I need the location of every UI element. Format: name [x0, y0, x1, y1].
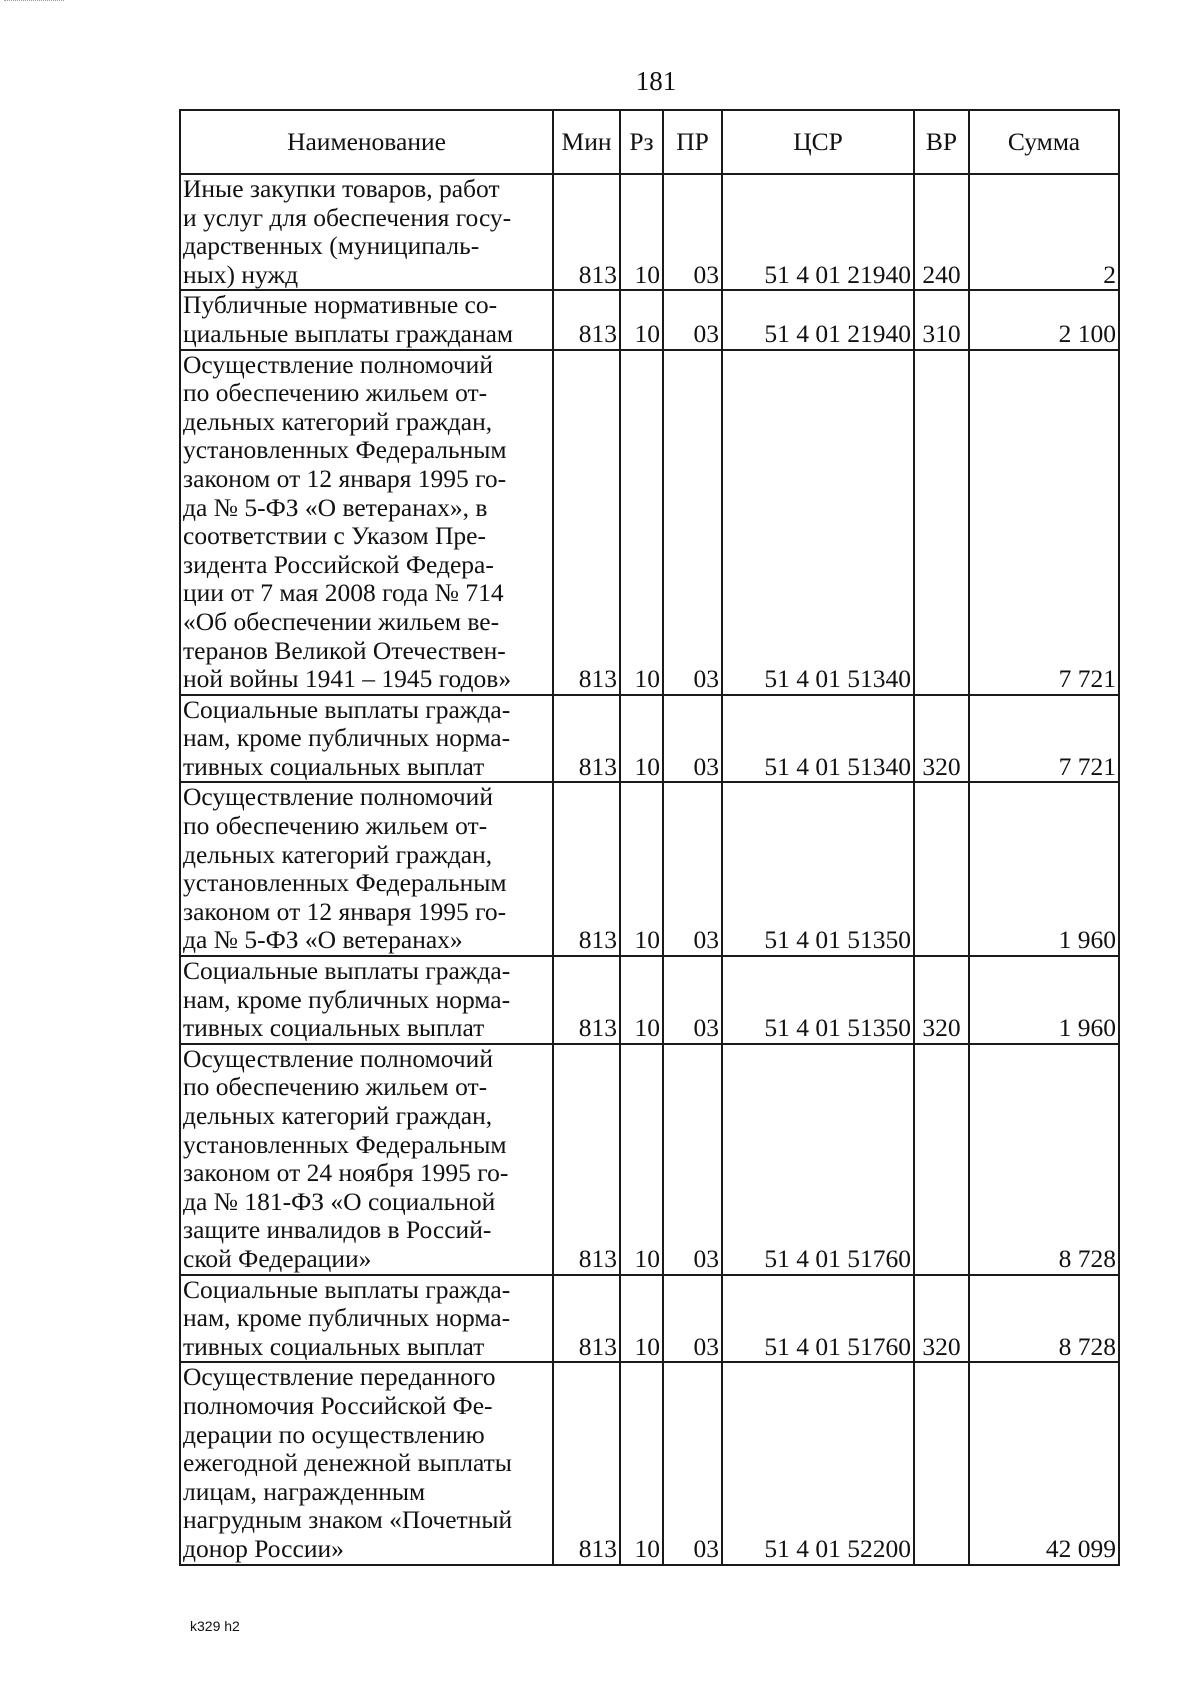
cell-name [180, 174, 553, 290]
cell-pr: 03 [663, 290, 722, 349]
cell-sum: 42 099 [969, 1362, 1119, 1564]
cell-name-line: по обеспечению жильем от- [183, 378, 488, 408]
cell-name [180, 956, 553, 1044]
cell-min: 813 [553, 1275, 620, 1363]
cell-csr: 51 4 01 51350 [722, 956, 914, 1044]
header-csr: ЦСР [722, 110, 914, 174]
page-number: 181 [635, 66, 677, 96]
cell-name-line: соответствии с Указом Пре- [183, 521, 486, 551]
cell-name [180, 350, 553, 695]
cell-rz: 10 [620, 956, 663, 1044]
cell-name-line: Осуществление полномочий [183, 782, 493, 812]
table-row [180, 290, 1119, 349]
cell-name-line: законом от 12 января 1995 го- [183, 463, 507, 493]
cell-pr: 03 [663, 1362, 722, 1564]
cell-name-line: законом от 24 ноября 1995 го- [183, 1158, 509, 1188]
cell-min: 813 [553, 782, 620, 956]
table-row [180, 782, 1119, 956]
cell-name-line: ных) нужд [183, 259, 299, 289]
cell-rz: 10 [620, 1044, 663, 1275]
cell-name-line: дельных категорий граждан, [183, 1101, 493, 1130]
cell-name-line: Осуществление полномочий [183, 1043, 493, 1073]
cell-rz: 10 [620, 1362, 663, 1564]
table-row [180, 350, 1119, 695]
cell-pr: 03 [663, 350, 722, 695]
table-row [180, 1362, 1119, 1564]
cell-name-line: ежегодной денежной выплаты [183, 1448, 512, 1478]
cell-vr: 320 [914, 956, 969, 1044]
cell-rz: 10 [620, 1275, 663, 1363]
cell-name-line: защите инвалидов в Россий- [183, 1215, 492, 1245]
cell-sum: 8 728 [969, 1275, 1119, 1363]
cell-name-line: нам, кроме публичных норма- [183, 984, 511, 1014]
cell-csr: 51 4 01 51760 [722, 1044, 914, 1275]
cell-sum: 8 728 [969, 1044, 1119, 1275]
cell-pr: 03 [663, 174, 722, 290]
cell-sum: 1 960 [969, 782, 1119, 956]
header-sum: Сумма [969, 110, 1119, 174]
cell-name-line: полномочия Российской Фе- [183, 1390, 493, 1420]
cell-rz: 10 [620, 695, 663, 783]
cell-name-line: установленных Федеральным [183, 868, 507, 898]
cell-vr [914, 1044, 969, 1275]
cell-name-line: по обеспечению жильем от- [183, 1072, 488, 1102]
cell-min: 813 [553, 290, 620, 349]
cell-pr: 03 [663, 695, 722, 783]
cell-name-line: тивных социальных выплат [183, 1013, 485, 1043]
cell-name-line: тивных социальных выплат [183, 751, 485, 781]
cell-name-line: донор России» [183, 1533, 344, 1563]
budget-table [179, 109, 1120, 1566]
cell-name-line: нам, кроме публичных норма- [183, 723, 511, 753]
cell-sum: 2 100 [969, 290, 1119, 349]
cell-name [180, 1044, 553, 1275]
cell-name-line: установленных Федеральным [183, 1129, 507, 1159]
cell-name [180, 695, 553, 783]
cell-name-line: лицам, награжденным [183, 1476, 426, 1506]
cell-pr: 03 [663, 1044, 722, 1275]
cell-name-line: законом от 12 января 1995 го- [183, 896, 507, 926]
table-header-row [180, 110, 1119, 174]
cell-name-line: да № 5-ФЗ «О ветеранах» [183, 925, 463, 955]
cell-name-line: Социальные выплаты гражда- [183, 1274, 511, 1304]
cell-min: 813 [553, 174, 620, 290]
cell-rz: 10 [620, 350, 663, 695]
table-row [180, 695, 1119, 783]
header-name: Наименование [180, 110, 553, 174]
cell-name-line: ции от 7 мая 2008 года № 714 [183, 578, 504, 608]
cell-name-line: Социальные выплаты гражда- [183, 956, 511, 986]
cell-name-line: по обеспечению жильем от- [183, 811, 488, 841]
cell-name [180, 290, 553, 349]
cell-vr: 310 [914, 290, 969, 349]
table-row [180, 1044, 1119, 1275]
cell-pr: 03 [663, 956, 722, 1044]
cell-name [180, 1362, 553, 1564]
cell-name-line: Осуществление переданного [183, 1362, 496, 1392]
cell-name-line: дельных категорий граждан, [183, 406, 493, 436]
cell-name-line: установленных Федеральным [183, 435, 507, 465]
cell-min: 813 [553, 695, 620, 783]
cell-name [180, 1275, 553, 1363]
cell-name-line: да № 5-ФЗ «О ветеранах», в [183, 492, 488, 522]
header-rz: Рз [620, 110, 663, 174]
table-row [180, 1275, 1119, 1363]
cell-name-line: ской Федерации» [183, 1243, 372, 1273]
cell-name-line: и услуг для обеспечения госу- [183, 202, 512, 232]
header-pr: ПР [663, 110, 722, 174]
cell-min: 813 [553, 350, 620, 695]
cell-name-line: Осуществление полномочий [183, 349, 493, 379]
cell-name-line: Иные закупки товаров, работ [183, 174, 500, 203]
cell-csr: 51 4 01 21940 [722, 290, 914, 349]
cell-name-line: ной войны 1941 – 1945 годов» [183, 664, 512, 694]
cell-csr: 51 4 01 21940 [722, 174, 914, 290]
cell-rz: 10 [620, 174, 663, 290]
cell-vr [914, 1362, 969, 1564]
table-body [180, 174, 1119, 1565]
cell-sum: 1 960 [969, 956, 1119, 1044]
cell-name-line: дерации по осуществлению [183, 1419, 485, 1449]
cell-vr [914, 350, 969, 695]
cell-sum: 2 [969, 174, 1119, 290]
cell-name-line: циальные выплаты гражданам [183, 318, 514, 348]
cell-sum: 7 721 [969, 695, 1119, 783]
cell-vr: 240 [914, 174, 969, 290]
cell-name-line: тивных социальных выплат [183, 1331, 485, 1361]
cell-min: 813 [553, 1044, 620, 1275]
cell-name-line: зидента Российской Федера- [183, 549, 494, 579]
cell-name-line: теранов Великой Отечествен- [183, 635, 506, 665]
cell-csr: 51 4 01 51340 [722, 350, 914, 695]
cell-name-line: дарственных (муниципаль- [183, 231, 480, 261]
cell-name-line: Публичные нормативные со- [183, 290, 498, 320]
header-min: Мин [553, 110, 620, 174]
table-row [180, 956, 1119, 1044]
cell-vr [914, 782, 969, 956]
cell-rz: 10 [620, 290, 663, 349]
cell-min: 813 [553, 956, 620, 1044]
cell-name-line: да № 181-ФЗ «О социальной [183, 1186, 496, 1216]
cell-vr: 320 [914, 695, 969, 783]
cell-name-line: Социальные выплаты гражда- [183, 694, 511, 724]
cell-name-line: нам, кроме публичных норма- [183, 1303, 511, 1333]
header-vr: ВР [914, 110, 969, 174]
cell-min: 813 [553, 1362, 620, 1564]
cell-csr: 51 4 01 51760 [722, 1275, 914, 1363]
scan-edge-mark [4, 0, 64, 5]
cell-name [180, 782, 553, 956]
cell-sum: 7 721 [969, 350, 1119, 695]
cell-rz: 10 [620, 782, 663, 956]
cell-name-line: «Об обеспечении жильем ве- [183, 606, 500, 636]
cell-csr: 51 4 01 51340 [722, 695, 914, 783]
footer-code: k329 h2 [190, 1618, 240, 1634]
cell-vr: 320 [914, 1275, 969, 1363]
cell-pr: 03 [663, 1275, 722, 1363]
cell-name-line: нагрудным знаком «Почетный [183, 1505, 513, 1535]
cell-name-line: дельных категорий граждан, [183, 839, 493, 869]
cell-pr: 03 [663, 782, 722, 956]
table-row [180, 174, 1119, 290]
cell-csr: 51 4 01 52200 [722, 1362, 914, 1564]
cell-csr: 51 4 01 51350 [722, 782, 914, 956]
